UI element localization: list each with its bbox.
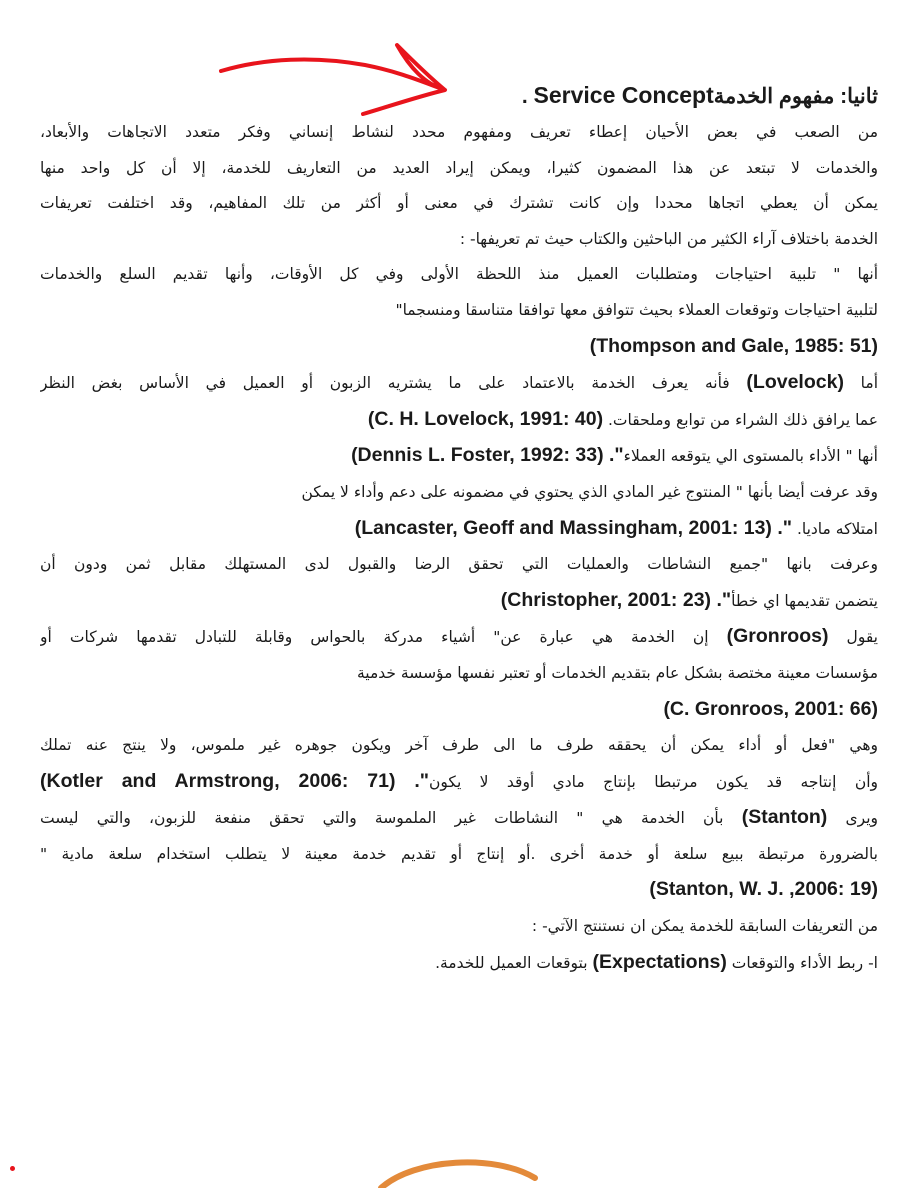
text-line bbox=[40, 728, 878, 764]
text-run: بأن الخدمة هي " النشاطات غير الملموسة والتي تحقق منفعة للزبون، والتي ليست bbox=[40, 809, 742, 828]
text-line bbox=[40, 365, 878, 402]
citation: (C. Gronroos, 2001: 66) bbox=[663, 697, 878, 720]
paragraph-lines bbox=[40, 115, 878, 981]
citation: (Expectations) bbox=[592, 950, 727, 973]
text-line bbox=[40, 438, 878, 475]
citation: (Dennis L. Foster, 1992: 33) ." bbox=[351, 444, 624, 467]
text-run: بالضرورة مرتبطة ببيع سلعة أو خدمة أخرى .أو إنتاج أو تقديم خدمة معينة لا يتطلب استخدام سلعة مادية " bbox=[40, 844, 878, 863]
text-line bbox=[40, 909, 878, 945]
citation: (Thompson and Gale, 1985: 51) bbox=[589, 334, 878, 357]
text-line bbox=[40, 656, 878, 692]
text-run: وأن إنتاجه قد يكون مرتبطا بإنتاج مادي أوقد لا يكون bbox=[429, 772, 878, 791]
text-run: يتضمن تقديمها اي خطأ bbox=[731, 591, 878, 610]
text-run: والخدمات لا تبتعد عن هذا المضمون كثيرا، ويمكن إيراد العديد من التعاريف للخدمة، إلا أن كل واحد منها bbox=[40, 158, 878, 177]
text-line bbox=[40, 329, 878, 366]
text-run: من الصعب في بعض الأحيان إعطاء تعريف ومفهوم محدد لنشاط إنساني وفكر متعدد الاتجاهات والأبعاد، bbox=[40, 123, 878, 141]
text-line bbox=[40, 692, 878, 729]
text-line bbox=[40, 800, 878, 837]
text-line bbox=[40, 945, 878, 982]
text-run: الخدمة باختلاف آراء الكثير من الباحثين والكتاب حيث تم تعريفها- : bbox=[459, 229, 878, 248]
heading-english: Service Concept bbox=[533, 82, 714, 108]
text-line bbox=[40, 257, 878, 293]
text-line bbox=[40, 222, 878, 258]
text-run: من التعريفات السابقة للخدمة يمكن ان نستنتج الآتي- : bbox=[531, 917, 878, 936]
text-run: فأنه يعرف الخدمة بالاعتماد على ما يشتريه الزبون أو العميل في الأساس بغض النظر bbox=[40, 374, 747, 393]
citation: (Christopher, 2001: 23) ." bbox=[500, 588, 732, 611]
text-line bbox=[40, 872, 878, 909]
text-line bbox=[40, 115, 878, 151]
text-line bbox=[40, 837, 878, 873]
text-run: وعرفت بانها "جميع النشاطات والعمليات التي تحقق الرضا والقبول لدى المستهلك مقابل ثمن ودون أن bbox=[40, 555, 878, 574]
heading-suffix: . bbox=[521, 85, 534, 108]
citation: (Lancaster, Geoff and Massingham, 2001: 13) ." bbox=[354, 516, 793, 539]
text-run: إن الخدمة هي عبارة عن" أشياء مدركة بالحواس وقابلة للتبادل تقدمها شركات أو bbox=[40, 628, 727, 647]
red-dot-marker bbox=[10, 1166, 15, 1171]
section-heading bbox=[40, 78, 878, 114]
text-line bbox=[40, 583, 878, 620]
citation: (Lovelock) bbox=[746, 371, 844, 394]
text-line bbox=[40, 511, 878, 548]
text-line bbox=[40, 402, 878, 439]
text-line bbox=[40, 764, 878, 801]
text-run: أنها " الأداء بالمستوى الي يتوقعه العملاء bbox=[623, 447, 878, 466]
citation: (Stanton) bbox=[741, 806, 828, 829]
text-run: وقد عرفت أيضا بأنها " المنتوج غير المادي الذي يحتوي في مضمونه على دعم وأداء لا يمكن bbox=[301, 482, 878, 501]
text-run: أنها " تلبية احتياجات ومتطلبات العميل منذ اللحظة الأولى وفي كل الأوقات، وأنها تقديم السلع والخدمات bbox=[40, 265, 878, 284]
text-line bbox=[40, 475, 878, 511]
text-run: يقول bbox=[828, 628, 878, 647]
text-run: ا- ربط الأداء والتوقعات bbox=[726, 953, 878, 972]
text-line bbox=[40, 547, 878, 583]
text-line bbox=[40, 186, 878, 222]
citation: (Stanton, W. J. ,2006: 19) bbox=[649, 878, 878, 901]
text-run: أما bbox=[843, 374, 878, 393]
text-run: امتلاكه ماديا. bbox=[792, 519, 878, 538]
text-run: وهي "فعل أو أداء يمكن أن يحققه طرف ما الى طرف آخر ويكون جوهره غير ملموس، ولا ينتج عنه تملك bbox=[40, 736, 878, 755]
text-run: يمكن أن يعطي اتجاها محددا وإن كانت تشترك في معنى أو أكثر من تلك المفاهيم، وقد اختلفت تعريفات bbox=[40, 194, 878, 213]
citation: (Gronroos) bbox=[726, 625, 829, 648]
decorative-curve bbox=[375, 1146, 540, 1188]
text-run: بتوقعات العميل للخدمة. bbox=[435, 953, 593, 972]
heading-prefix: ثانيا: مفهوم الخدمة bbox=[713, 85, 878, 108]
citation: (Kotler and Armstrong, 2006: 71) ." bbox=[40, 769, 430, 792]
text-run: لتلبية احتياجات وتوقعات العملاء بحيث تتوافق معها توافقا متناسقا ومنسجما" bbox=[395, 300, 878, 319]
text-line bbox=[40, 619, 878, 656]
text-line bbox=[40, 293, 878, 329]
text-run: ويرى bbox=[827, 809, 878, 828]
text-run: عما يرافق ذلك الشراء من توابع وملحقات. bbox=[603, 410, 878, 429]
text-line bbox=[40, 151, 878, 187]
text-run: مؤسسات معينة مختصة بشكل عام بتقديم الخدمات أو تعتبر نفسها مؤسسة خدمية bbox=[357, 663, 878, 682]
citation: (C. H. Lovelock, 1991: 40) bbox=[367, 407, 604, 430]
document-body bbox=[40, 78, 878, 981]
